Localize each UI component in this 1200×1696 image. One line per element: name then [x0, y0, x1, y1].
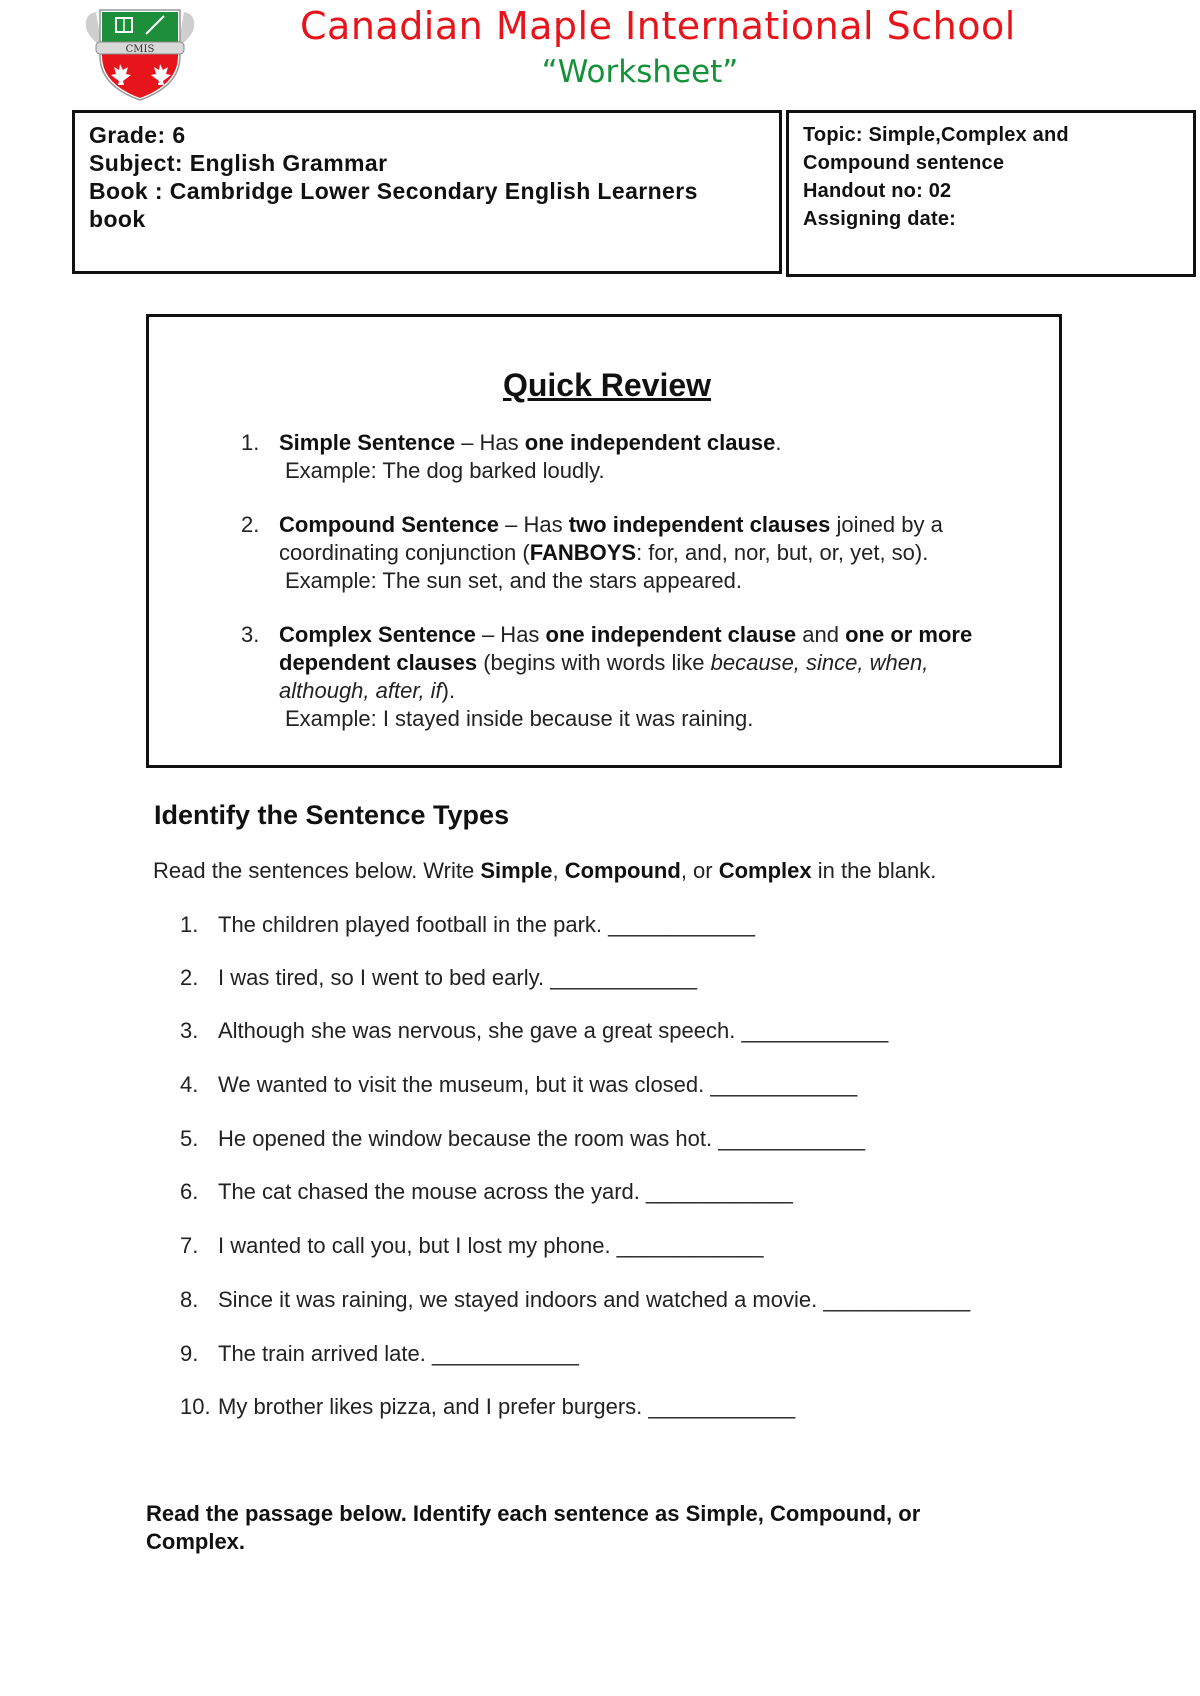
question-item: 7. I wanted to call you, but I lost my phone. ____________ — [180, 1233, 764, 1258]
answer-blank[interactable]: ____________ — [648, 1394, 796, 1419]
review-item-example: Example: The sun set, and the stars appeared. — [285, 568, 742, 593]
review-item-complex — [195, 621, 1025, 733]
answer-blank[interactable]: ____________ — [608, 912, 755, 937]
review-item-compound — [195, 511, 1025, 595]
review-item-definition: Complex Sentence – Has one independent clause and one or more — [279, 622, 973, 647]
quick-review-title: Quick Review — [502, 367, 712, 403]
worksheet-title: “Worksheet” — [541, 54, 739, 90]
answer-blank[interactable]: ____________ — [550, 965, 698, 990]
question-item: 2. I was tired, so I went to bed early. ____________ — [180, 965, 698, 990]
review-item-definition: Simple Sentence – Has one independent clause. — [279, 430, 782, 455]
review-item-example: Example: The dog barked loudly. — [285, 458, 605, 483]
question-item: 4. We wanted to visit the museum, but it was closed. ____________ — [180, 1072, 858, 1097]
review-item-definition-cont: dependent clauses (begins with words like because, since, when, — [279, 650, 929, 675]
answer-blank[interactable]: ____________ — [710, 1072, 858, 1097]
course-info-box — [72, 110, 782, 274]
question-item: 1. The children played football in the park. ____________ — [180, 912, 755, 937]
book-label-line1: Book : Cambridge Lower Secondary English Learners — [89, 178, 698, 204]
handout-number: Handout no: 02 — [803, 180, 952, 202]
review-item-simple — [195, 429, 1025, 485]
answer-blank[interactable]: ____________ — [616, 1233, 764, 1258]
passage-instructions — [146, 1500, 1046, 1556]
answer-blank[interactable]: ____________ — [741, 1018, 889, 1043]
topic-label-line2: Compound sentence — [803, 152, 1005, 174]
question-item: 9. The train arrived late. ____________ — [180, 1341, 579, 1366]
book-label-line2: book — [89, 206, 146, 232]
review-item-definition: Compound Sentence – Has two independent clauses joined by a — [279, 512, 943, 537]
passage-instructions-line2: Complex. — [146, 1529, 246, 1554]
question-item: 6. The cat chased the mouse across the yard. ____________ — [180, 1179, 793, 1204]
handout-info-box — [786, 110, 1196, 277]
subject-label: Subject: English Grammar — [89, 150, 388, 176]
review-item-definition-cont: although, after, if). — [279, 678, 456, 703]
answer-blank[interactable]: ____________ — [431, 1341, 579, 1366]
exercise-heading: Identify the Sentence Types — [154, 800, 510, 830]
review-item-number: 3. — [241, 622, 260, 647]
review-item-number: 1. — [241, 430, 260, 455]
school-logo — [82, 6, 198, 102]
school-name: Canadian Maple International School — [300, 4, 1016, 48]
question-item: 8. Since it was raining, we stayed indoors and watched a movie. ____________ — [180, 1287, 971, 1312]
quick-review-box — [146, 314, 1062, 768]
review-item-definition-cont: coordinating conjunction (FANBOYS: for, and, nor, but, or, yet, so). — [279, 540, 929, 565]
review-item-example: Example: I stayed inside because it was raining. — [285, 706, 754, 731]
question-item: 5. He opened the window because the room was hot. ____________ — [180, 1126, 866, 1151]
answer-blank[interactable]: ____________ — [823, 1287, 971, 1312]
passage-instructions-line1: Read the passage below. Identify each sentence as Simple, Compound, or — [146, 1501, 921, 1526]
answer-blank[interactable]: ____________ — [646, 1179, 793, 1204]
topic-label-line1: Topic: Simple,Complex and — [803, 124, 1069, 146]
answer-blank[interactable]: ____________ — [718, 1126, 866, 1151]
question-item: 3. Although she was nervous, she gave a great speech. ____________ — [180, 1018, 889, 1043]
school-crest-icon — [82, 6, 198, 102]
assigning-date: Assigning date: — [803, 208, 957, 230]
question-item: 10. My brother likes pizza, and I prefer burgers. ____________ — [180, 1394, 796, 1419]
svg-text:CMIS: CMIS — [125, 44, 155, 55]
review-item-number: 2. — [241, 512, 260, 537]
grade-label: Grade: 6 — [89, 122, 186, 148]
exercise-instructions: Read the sentences below. Write Simple, Compound, or Complex in the blank. — [153, 858, 937, 883]
